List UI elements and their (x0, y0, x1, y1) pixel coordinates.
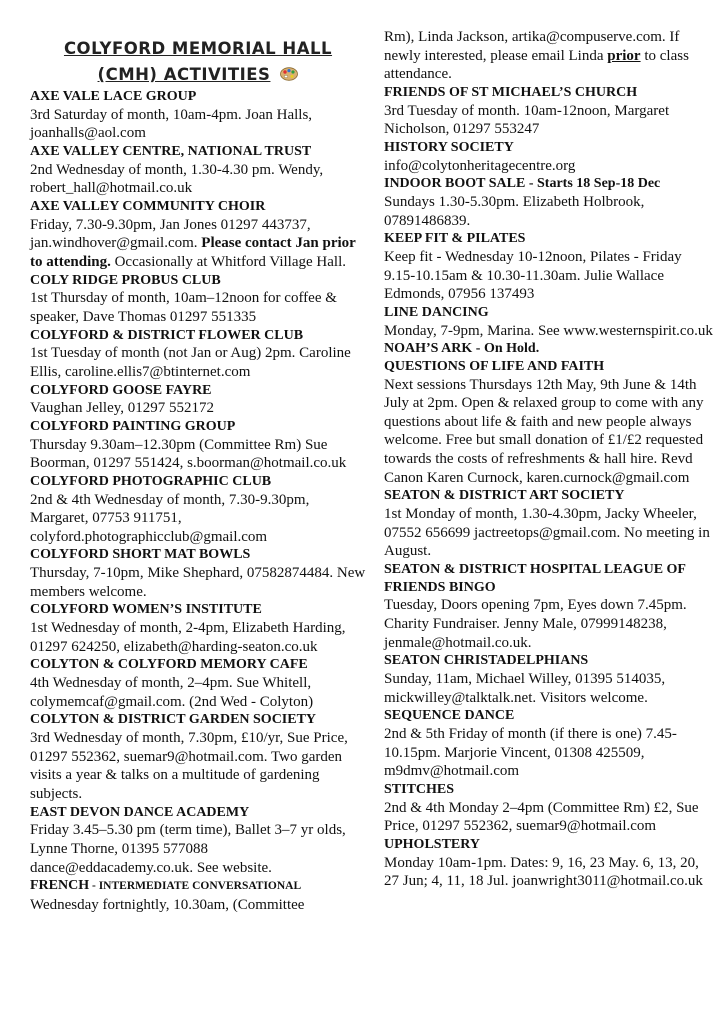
left-column (30, 28, 366, 915)
list-item-life-and-faith: QUESTIONS OF LIFE AND FAITH Next sessions Thursdays 12th May, 9th June & 14th July at 2pm. Open & relaxed group to come with any questions about life & faith and new people always welcome. Free but small donation of £1/£2 requested towards the costs of refreshments & hall hire. Revd Canon Karen Curnock, karen.curnock@gmail.com (384, 358, 704, 486)
list-item-hospital-bingo: SEATON & DISTRICT HOSPITAL LEAGUE OF FRIENDS BINGO Tuesday, Doors opening 7pm, Eyes down 7.45pm. Charity Fundraiser. Jenny Male, 07999148238, jenmale@hotmail.co.uk. (384, 561, 687, 651)
title-line-2: (CMH) ACTIVITIES (30, 62, 366, 88)
list-item-axe-vale-lace: AXE VALE LACE GROUP 3rd Saturday of month, 10am-4pm. Joan Halls, joanhalls@aol.com (30, 89, 313, 142)
list-item-christadelphians: SEATON CHRISTADELPHIANS Sunday, 11am, Michael Willey, 01395 514035, mickwilley@talktalk.net. Visitors welcome. (384, 653, 666, 706)
list-item-painting-group: COLYFORD PAINTING GROUP Thursday 9.30am–12.30pm (Committee Rm) Sue Boorman, 01297 551424, s.boorman@hotmail.co.uk (30, 418, 347, 472)
list-item-boot-sale: INDOOR BOOT SALE - Starts 18 Sep-18 Dec Sundays 1.30-5.30pm. Elizabeth Holbrook, 07891486839. (384, 176, 661, 229)
title-line-1: COLYFORD MEMORIAL HALL (63, 39, 333, 58)
list-item-photographic-club: COLYFORD PHOTOGRAPHIC CLUB 2nd & 4th Wednesday of month, 7.30-9.30pm, Margaret, 07753 911751, colyford.photographicclub@gmail.com (30, 473, 310, 545)
page-title (30, 36, 366, 88)
list-item-noahs-ark: NOAH’S ARK - On Hold. (384, 341, 540, 357)
list-item-short-mat-bowls: COLYFORD SHORT MAT BOWLS Thursday, 7-10pm, Mike Shephard, 07582874484. New members welcome. (30, 547, 366, 600)
list-item-womens-institute: COLYFORD WOMEN’S INSTITUTE 1st Wednesday of month, 2-4pm, Elizabeth Harding, 01297 624250, elizabeth@harding-seaton.co.uk (30, 602, 346, 655)
right-column (384, 28, 716, 891)
list-item-axe-valley-centre: AXE VALLEY CENTRE, NATIONAL TRUST 2nd Wednesday of month, 1.30-4.30 pm. Wendy, robert_hall@hotmail.co.uk (30, 143, 324, 197)
list-item-history-society: HISTORY SOCIETY info@colytonheritagecentre.org (384, 139, 576, 174)
list-item-french: FRENCH - INTERMEDIATE CONVERSATIONAL Wednesday fortnightly, 10.30am, (Committee (30, 878, 305, 913)
list-item-art-society: SEATON & DISTRICT ART SOCIETY 1st Monday of month, 1.30-4.30pm, Jacky Wheeler, 07552 656699 jactreetops@gmail.com. No meeting in August. (384, 488, 710, 560)
list-item-flower-club: COLYFORD & DISTRICT FLOWER CLUB 1st Tuesday of month (not Jan or Aug) 2pm. Caroline Ellis, caroline.ellis7@btinternet.com (30, 327, 351, 380)
list-item-upholstery: UPHOLSTERY Monday 10am-1pm. Dates: 9, 16, 23 May. 6, 13, 20, 27 Jun; 4, 11, 18 Jul. joanwright3011@hotmail.co.uk (384, 836, 703, 890)
list-item-memory-cafe: COLYTON & COLYFORD MEMORY CAFE 4th Wednesday of month, 2–4pm. Sue Whitell, colymemcaf@gmail.com. (2nd Wed - Colyton) (30, 657, 314, 710)
list-item-keep-fit: KEEP FIT & PILATES Keep fit - Wednesday 10-12noon, Pilates - Friday 9.15-10.15am & 10.30-11.30am. Julie Wallace Edmonds, 07956 137493 (384, 231, 682, 303)
list-item-stitches: STITCHES 2nd & 4th Monday 2–4pm (Committee Rm) £2, Sue Price, 01297 552362, suemar9@hotmail.com (384, 781, 699, 835)
list-item-coly-ridge-probus: COLY RIDGE PROBUS CLUB 1st Thursday of month, 10am–12noon for coffee & speaker, Dave Thomas 01297 551335 (30, 272, 337, 325)
palette-icon (280, 63, 298, 77)
list-item-axe-valley-choir: AXE VALLEY COMMUNITY CHOIR Friday, 7.30-9.30pm, Jan Jones 01297 443737, jan.windhover@gmail.com. Please contact Jan prior to attending. Occasionally at Whitford Village Hall. (30, 198, 356, 270)
list-item-line-dancing: LINE DANCING Monday, 7-9pm, Marina. See www.westernspirit.co.uk (384, 304, 713, 339)
list-item-dance-academy: EAST DEVON DANCE ACADEMY Friday 3.45–5.30 pm (term time), Ballet 3–7 yr olds, Lynne Thorne, 01395 577088 dance@eddacademy.co.uk. See website. (30, 804, 346, 876)
list-item-goose-fayre: COLYFORD GOOSE FAYRE Vaughan Jelley, 01297 552172 (30, 382, 214, 417)
list-item-sequence-dance: SEQUENCE DANCE 2nd & 5th Friday of month (if there is one) 7.45-10.15pm. Marjorie Vincent, 01308 425509, m9dmv@hotmail.com (384, 708, 677, 780)
list-item-st-michaels: FRIENDS OF ST MICHAEL’S CHURCH 3rd Tuesday of month. 10am-12noon, Margaret Nicholson, 01297 553247 (384, 84, 670, 138)
list-item-garden-society: COLYTON & DISTRICT GARDEN SOCIETY 3rd Wednesday of month, 7.30pm, £10/yr, Sue Price, 01297 552362, suemar9@hotmail.com. Two garden visits a year & talks on a multitude of gardening subjects. (30, 712, 348, 802)
list-item-french-continued: Rm), Linda Jackson, artika@compuserve.com. If newly interested, please email Linda prior to class attendance. (384, 29, 689, 83)
